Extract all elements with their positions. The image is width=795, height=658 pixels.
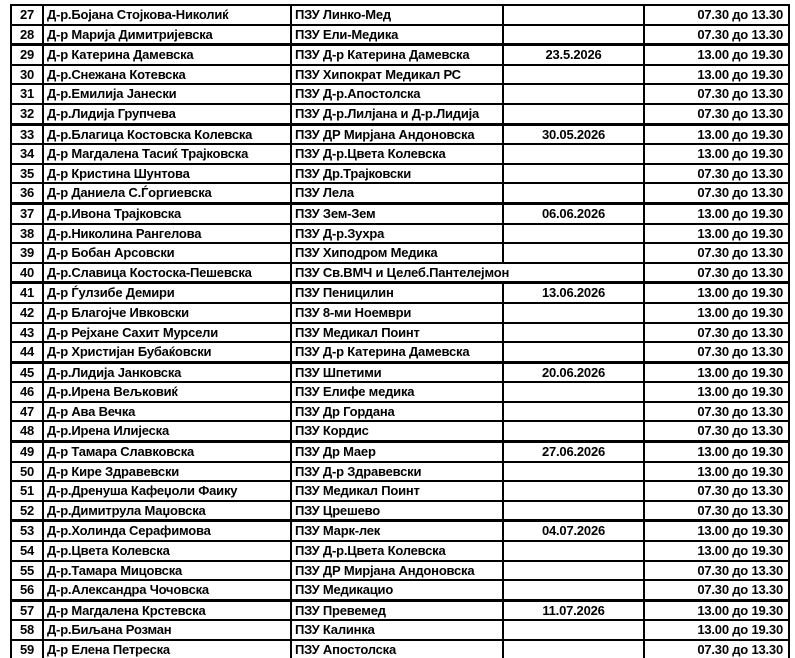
working-hours-cell: 13.00 до 19.30 [644, 462, 789, 482]
working-hours-cell: 13.00 до 19.30 [644, 144, 789, 164]
doctor-name-cell: Д-р.Александра Чочовска [43, 580, 291, 600]
clinic-name-cell: ПЗУ Медикал Поинт [291, 481, 503, 501]
doctor-name-cell: Д-р Рејхане Сахит Мурсели [43, 323, 291, 343]
row-number-cell: 52 [11, 501, 43, 521]
table-row [11, 164, 789, 184]
doctor-name-cell: Д-р Даниела С.Ѓоргиевска [43, 183, 291, 203]
date-cell [503, 183, 644, 203]
clinic-name-cell: ПЗУ Др Гордана [291, 402, 503, 422]
working-hours-cell: 13.00 до 19.30 [644, 283, 789, 303]
row-number-cell: 37 [11, 203, 43, 223]
working-hours-cell: 13.00 до 19.30 [644, 620, 789, 640]
date-cell [503, 323, 644, 343]
doctor-name-cell: Д-р Ава Вечка [43, 402, 291, 422]
row-number-cell: 58 [11, 620, 43, 640]
row-number-cell: 54 [11, 541, 43, 561]
clinic-name-cell: ПЗУ Кордис [291, 421, 503, 441]
working-hours-cell: 13.00 до 19.30 [644, 45, 789, 65]
clinic-name-cell: ПЗУ Лела [291, 183, 503, 203]
date-cell [503, 481, 644, 501]
doctor-name-cell: Д-р Магдалена Крстевска [43, 600, 291, 620]
doctor-name-cell: Д-р Марија Димитријевска [43, 25, 291, 45]
date-cell: 04.07.2026 [503, 521, 644, 541]
doctor-name-cell: Д-р Катерина Дамевска [43, 45, 291, 65]
date-cell [503, 65, 644, 85]
clinic-name-cell: ПЗУ Зем-Зем [291, 203, 503, 223]
working-hours-cell: 13.00 до 19.30 [644, 303, 789, 323]
doctor-name-cell: Д-р Благојче Ивковски [43, 303, 291, 323]
working-hours-cell: 07.30 до 13.30 [644, 421, 789, 441]
date-cell: 11.07.2026 [503, 600, 644, 620]
clinic-name-cell: ПЗУ Елифе медика [291, 382, 503, 402]
table-row [11, 462, 789, 482]
working-hours-cell: 13.00 до 19.30 [644, 521, 789, 541]
doctor-name-cell: Д-р.Лидија Јанковска [43, 362, 291, 382]
row-number-cell: 39 [11, 243, 43, 263]
working-hours-cell: 07.30 до 13.30 [644, 501, 789, 521]
row-number-cell: 36 [11, 183, 43, 203]
date-cell [503, 402, 644, 422]
table-row [11, 183, 789, 203]
clinic-name-cell: ПЗУ Медикацио [291, 580, 503, 600]
table-row [11, 243, 789, 263]
clinic-name-cell: ПЗУ Д-р.Зухра [291, 224, 503, 244]
row-number-cell: 57 [11, 600, 43, 620]
working-hours-cell: 13.00 до 19.30 [644, 224, 789, 244]
table-row [11, 104, 789, 124]
table-row [11, 323, 789, 343]
row-number-cell: 33 [11, 124, 43, 144]
date-cell: 13.06.2026 [503, 283, 644, 303]
doctor-name-cell: Д-р.Ирена Илијеска [43, 421, 291, 441]
table-row [11, 65, 789, 85]
table-row [11, 541, 789, 561]
schedule-table-body [11, 5, 789, 658]
date-cell [503, 84, 644, 104]
clinic-name-cell: ПЗУ Др.Трајковски [291, 164, 503, 184]
row-number-cell: 46 [11, 382, 43, 402]
table-row [11, 224, 789, 244]
doctor-name-cell: Д-р Елена Петреска [43, 640, 291, 658]
doctor-name-cell: Д-р.Биљана Розман [43, 620, 291, 640]
doctor-name-cell: Д-р.Димитрула Маџовска [43, 501, 291, 521]
row-number-cell: 31 [11, 84, 43, 104]
working-hours-cell: 07.30 до 13.30 [644, 342, 789, 362]
doctor-name-cell: Д-р.Благица Костовска Колевска [43, 124, 291, 144]
date-cell: 30.05.2026 [503, 124, 644, 144]
row-number-cell: 42 [11, 303, 43, 323]
table-row [11, 442, 789, 462]
clinic-name-cell: ПЗУ Медикал Поинт [291, 323, 503, 343]
clinic-name-cell: ПЗУ Шпетими [291, 362, 503, 382]
row-number-cell: 32 [11, 104, 43, 124]
clinic-name-cell: ПЗУ Линко-Мед [291, 5, 503, 25]
row-number-cell: 53 [11, 521, 43, 541]
date-cell [503, 541, 644, 561]
clinic-name-cell: ПЗУ Д-р Катерина Дамевска [291, 342, 503, 362]
doctor-name-cell: Д-р.Емилија Јанески [43, 84, 291, 104]
table-row [11, 561, 789, 581]
row-number-cell: 29 [11, 45, 43, 65]
working-hours-cell: 13.00 до 19.30 [644, 203, 789, 223]
working-hours-cell: 07.30 до 13.30 [644, 640, 789, 658]
working-hours-cell: 13.00 до 19.30 [644, 382, 789, 402]
table-row [11, 640, 789, 658]
clinic-name-cell: ПЗУ Хиподром Медика [291, 243, 503, 263]
working-hours-cell: 07.30 до 13.30 [644, 323, 789, 343]
clinic-name-cell: ПЗУ Д-р.Цвета Колевска [291, 144, 503, 164]
doctor-name-cell: Д-р.Ирена Вељковиќ [43, 382, 291, 402]
clinic-name-cell: ПЗУ ДР Мирјана Андоновска [291, 561, 503, 581]
doctor-name-cell: Д-р.Дренуша Кафеџоли Фаику [43, 481, 291, 501]
clinic-name-cell: ПЗУ Др Маер [291, 442, 503, 462]
doctor-name-cell: Д-р Магдалена Тасиќ Трајковска [43, 144, 291, 164]
clinic-name-cell: ПЗУ Д-р.Апостолска [291, 84, 503, 104]
row-number-cell: 49 [11, 442, 43, 462]
doctor-name-cell: Д-р.Славица Костоска-Пешевска [43, 263, 291, 283]
table-row [11, 263, 789, 283]
clinic-name-cell: ПЗУ Пеницилин [291, 283, 503, 303]
date-cell [503, 382, 644, 402]
date-cell [503, 144, 644, 164]
date-cell [503, 342, 644, 362]
table-row [11, 362, 789, 382]
date-cell [503, 640, 644, 658]
table-row [11, 501, 789, 521]
row-number-cell: 50 [11, 462, 43, 482]
row-number-cell: 28 [11, 25, 43, 45]
row-number-cell: 35 [11, 164, 43, 184]
date-cell [503, 25, 644, 45]
working-hours-cell: 13.00 до 19.30 [644, 65, 789, 85]
working-hours-cell: 13.00 до 19.30 [644, 362, 789, 382]
table-row [11, 521, 789, 541]
working-hours-cell: 07.30 до 13.30 [644, 25, 789, 45]
clinic-name-cell: ПЗУ Св.ВМЧ и Целеб.Пантелејмон [291, 263, 644, 283]
date-cell [503, 462, 644, 482]
row-number-cell: 38 [11, 224, 43, 244]
table-row [11, 382, 789, 402]
working-hours-cell: 07.30 до 13.30 [644, 84, 789, 104]
table-row [11, 421, 789, 441]
row-number-cell: 44 [11, 342, 43, 362]
working-hours-cell: 07.30 до 13.30 [644, 402, 789, 422]
row-number-cell: 30 [11, 65, 43, 85]
working-hours-cell: 07.30 до 13.30 [644, 263, 789, 283]
row-number-cell: 41 [11, 283, 43, 303]
working-hours-cell: 07.30 до 13.30 [644, 580, 789, 600]
clinic-name-cell: ПЗУ Црешево [291, 501, 503, 521]
working-hours-cell: 07.30 до 13.30 [644, 561, 789, 581]
working-hours-cell: 13.00 до 19.30 [644, 124, 789, 144]
table-row [11, 342, 789, 362]
date-cell [503, 5, 644, 25]
doctor-name-cell: Д-р.Снежана Котевска [43, 65, 291, 85]
table-row [11, 144, 789, 164]
date-cell [503, 303, 644, 323]
doctor-name-cell: Д-р Кире Здравевски [43, 462, 291, 482]
working-hours-cell: 07.30 до 13.30 [644, 5, 789, 25]
doctor-name-cell: Д-р Христијан Бубаќовски [43, 342, 291, 362]
clinic-name-cell: ПЗУ Калинка [291, 620, 503, 640]
date-cell [503, 224, 644, 244]
date-cell [503, 501, 644, 521]
doctor-name-cell: Д-р.Бојана Стојкова-Николиќ [43, 5, 291, 25]
date-cell [503, 561, 644, 581]
clinic-name-cell: ПЗУ Марк-лек [291, 521, 503, 541]
doctor-name-cell: Д-р.Ивона Трајковска [43, 203, 291, 223]
clinic-name-cell: ПЗУ Д-р Здравевски [291, 462, 503, 482]
working-hours-cell: 07.30 до 13.30 [644, 243, 789, 263]
working-hours-cell: 07.30 до 13.30 [644, 104, 789, 124]
row-number-cell: 48 [11, 421, 43, 441]
doctor-name-cell: Д-р Кристина Шунтова [43, 164, 291, 184]
working-hours-cell: 13.00 до 19.30 [644, 442, 789, 462]
doctor-name-cell: Д-р.Лидија Групчева [43, 104, 291, 124]
date-cell [503, 243, 644, 263]
doctor-name-cell: Д-р.Николина Рангелова [43, 224, 291, 244]
clinic-name-cell: ПЗУ 8-ми Ноември [291, 303, 503, 323]
working-hours-cell: 07.30 до 13.30 [644, 164, 789, 184]
table-row [11, 620, 789, 640]
doctor-schedule-table [10, 4, 790, 658]
date-cell [503, 104, 644, 124]
working-hours-cell: 13.00 до 19.30 [644, 541, 789, 561]
working-hours-cell: 13.00 до 19.30 [644, 600, 789, 620]
working-hours-cell: 07.30 до 13.30 [644, 183, 789, 203]
clinic-name-cell: ПЗУ Хипократ Медикал РС [291, 65, 503, 85]
table-row [11, 600, 789, 620]
table-row [11, 481, 789, 501]
table-row [11, 303, 789, 323]
doctor-name-cell: Д-р.Холинда Серафимова [43, 521, 291, 541]
clinic-name-cell: ПЗУ Д-р.Цвета Колевска [291, 541, 503, 561]
date-cell: 27.06.2026 [503, 442, 644, 462]
doctor-name-cell: Д-р Ѓулзибе Демири [43, 283, 291, 303]
row-number-cell: 55 [11, 561, 43, 581]
clinic-name-cell: ПЗУ Ели-Медика [291, 25, 503, 45]
table-row [11, 402, 789, 422]
row-number-cell: 51 [11, 481, 43, 501]
date-cell [503, 580, 644, 600]
doctor-name-cell: Д-р Бобан Арсовски [43, 243, 291, 263]
table-row [11, 283, 789, 303]
clinic-name-cell: ПЗУ Д-р.Лилјана и Д-р.Лидија [291, 104, 503, 124]
date-cell [503, 164, 644, 184]
doctor-name-cell: Д-р.Цвета Колевска [43, 541, 291, 561]
date-cell: 20.06.2026 [503, 362, 644, 382]
row-number-cell: 59 [11, 640, 43, 658]
row-number-cell: 40 [11, 263, 43, 283]
table-row [11, 580, 789, 600]
table-row [11, 124, 789, 144]
date-cell [503, 620, 644, 640]
row-number-cell: 56 [11, 580, 43, 600]
row-number-cell: 47 [11, 402, 43, 422]
table-row [11, 84, 789, 104]
table-row [11, 203, 789, 223]
row-number-cell: 27 [11, 5, 43, 25]
table-row [11, 45, 789, 65]
row-number-cell: 45 [11, 362, 43, 382]
date-cell: 23.5.2026 [503, 45, 644, 65]
clinic-name-cell: ПЗУ Д-р Катерина Дамевска [291, 45, 503, 65]
row-number-cell: 34 [11, 144, 43, 164]
table-row [11, 25, 789, 45]
date-cell: 06.06.2026 [503, 203, 644, 223]
doctor-name-cell: Д-р Тамара Славковска [43, 442, 291, 462]
table-row [11, 5, 789, 25]
working-hours-cell: 07.30 до 13.30 [644, 481, 789, 501]
clinic-name-cell: ПЗУ ДР Мирјана Андоновска [291, 124, 503, 144]
clinic-name-cell: ПЗУ Превемед [291, 600, 503, 620]
doctor-name-cell: Д-р.Тамара Мицовска [43, 561, 291, 581]
row-number-cell: 43 [11, 323, 43, 343]
clinic-name-cell: ПЗУ Апостолска [291, 640, 503, 658]
date-cell [503, 421, 644, 441]
